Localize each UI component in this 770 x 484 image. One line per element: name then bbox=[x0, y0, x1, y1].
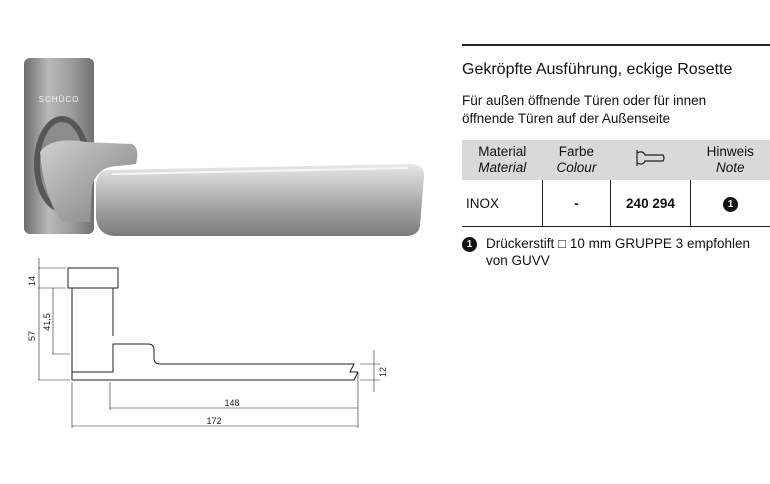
cell-material: INOX bbox=[462, 180, 543, 227]
cell-colour: - bbox=[543, 180, 611, 227]
product-info-panel bbox=[462, 44, 770, 269]
footnote bbox=[462, 235, 770, 269]
cell-article-number: 240 294 bbox=[610, 180, 690, 227]
lever bbox=[96, 164, 424, 236]
brand-mark: SCHÜCO bbox=[38, 95, 80, 104]
dim-57: 57 bbox=[27, 330, 37, 342]
header-material bbox=[462, 140, 543, 180]
handle-icon bbox=[633, 146, 667, 170]
cell-note bbox=[691, 180, 770, 227]
product-description: Für außen öffnende Türen oder für innen öffnende Türen auf der Außenseite bbox=[462, 93, 707, 126]
dim-12: 12 bbox=[378, 366, 388, 378]
note-marker: 1 bbox=[723, 197, 738, 212]
dim-172: 172 bbox=[206, 416, 222, 426]
header-colour-de: Farbe bbox=[558, 144, 595, 159]
header-note bbox=[691, 140, 770, 180]
header-material-en: Material bbox=[478, 160, 527, 175]
header-note-en: Note bbox=[716, 160, 745, 175]
product-title: Gekröpfte Ausführung, eckige Rosette bbox=[462, 61, 733, 78]
product-photo bbox=[12, 52, 432, 248]
header-article bbox=[610, 140, 690, 180]
dimension-drawing bbox=[18, 250, 438, 440]
dim-41-5: 41,5 bbox=[42, 313, 52, 331]
header-material-de: Material bbox=[478, 144, 527, 159]
dim-148: 148 bbox=[224, 398, 240, 408]
spec-header-row bbox=[462, 140, 770, 180]
dim-14: 14 bbox=[27, 275, 37, 287]
spec-table bbox=[462, 140, 770, 227]
header-note-de: Hinweis bbox=[706, 144, 754, 159]
spec-row bbox=[462, 180, 770, 227]
footnote-text: Drückerstift □ 10 mm GRUPPE 3 empfohlen von GUVV bbox=[486, 236, 750, 268]
header-colour bbox=[543, 140, 611, 180]
footnote-marker: 1 bbox=[462, 237, 477, 252]
top-rule bbox=[462, 44, 770, 46]
header-colour-en: Colour bbox=[556, 160, 597, 175]
